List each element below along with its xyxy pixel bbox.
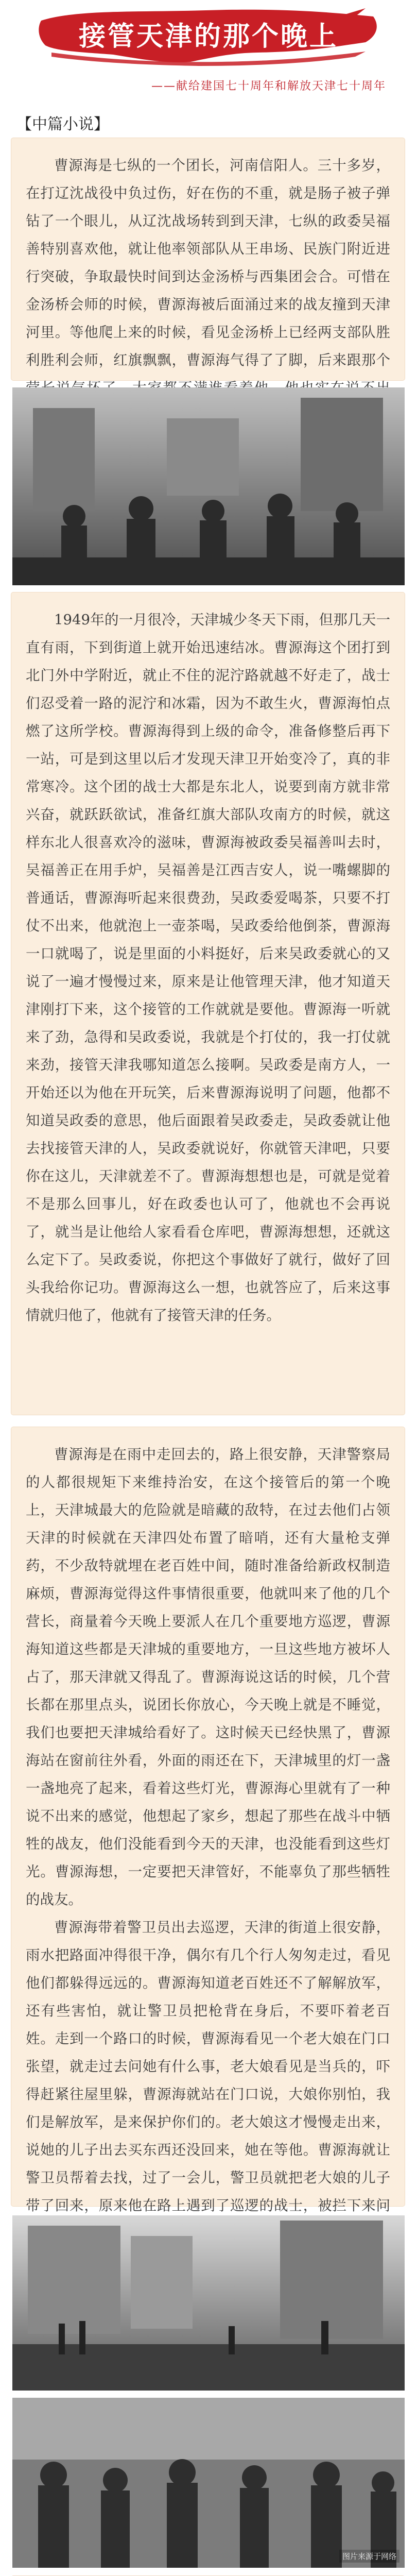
- photo-caption: 图片来源于网络: [339, 2550, 399, 2563]
- historic-photo-street: [12, 2215, 405, 2391]
- historic-photo-soldiers: [12, 387, 405, 585]
- historic-photo-crowd: [12, 2398, 405, 2568]
- text-card-2: [11, 592, 405, 1415]
- photo-3: [12, 2398, 405, 2568]
- photo-2: [12, 2215, 405, 2391]
- article-header: [0, 0, 417, 108]
- photo-1: [12, 387, 405, 585]
- article-title: 接管天津的那个晚上: [78, 21, 338, 52]
- section-tag: 【中篇小说】: [16, 115, 109, 133]
- paragraph: 曹源海带着警卫员出去巡逻，天津的街道上很安静，雨水把路面冲得很干净，偶尔有几个行人匆匆走过，看见他们都躲得远远的。曹源海知道老百姓还不了解解放军，还有些害怕，就让警卫员把枪背在身后，不要吓着老百姓。走到一个路口的时候，曹源海看见一个老大娘在门口张望，就走过去问她有什么事，老大娘看见是当兵的，吓得赶紧往屋里躲，曹源海就站在门口说，大娘你别怕，我们是解放军，是来保护你们的。老大娘这才慢慢走出来，说她的儿子出去买东西还没回来，她在等他。曹源海就让警卫员帮着去找，过了一会儿，警卫员就把老大娘的儿子带了回来，原来他在路上遇到了巡逻的战士，被拦下来问: [26, 1919, 390, 2214]
- text-card-3: [11, 1427, 405, 2214]
- paragraph: 1949年的一月很冷，天津城少冬天下雨，但那几天一直有雨，下到街道上就开始迅速结冰。曹源海这个团打到北门外中学附近，就止不住的泥泞路就越不好走了，战士们忍受着一路的泥泞和冰霜，因为不敢生火，曹源海怕点燃了这所学校。曹源海得到上级的命令，准备修整后再下一站，可是到这里以后才发现天津卫开始变冷了，真的非常寒冷。这个团的战士大都是东北人，说要到南方就非常兴奋，就跃跃欲试，准备红旗大部队攻南方的时候，就这样东北人很喜欢冷的滋味，曹源海被政委吴福善叫去时，吴福善正在用手炉，吴福善是江西吉安人，说一嘴螺脚的普通话，曹源海听起来很费劲，吴政委爱喝茶，只要不打仗不出来，他就泡上一壶茶喝，吴政委给他倒茶，曹源海一口就喝了，说是里面的小料挺好，后来吴政委就心的又说了一遍才慢慢过来，原来是让他管理天津，他才知道天津刚打下来，这个接管的工作就就是要他。曹源海一听就来了劲，急得和吴政委说，我就是个打仗的，我一打仗就来劲，接管天津我哪知道怎么接啊。吴政委是南方人，一开始还以为他在开玩笑，后来曹源海说明了问题，他都不知道吴政委的意思，他后面跟着吴政委走，吴政委就让他去找接管天津的人，吴政委就说好，你就管天津吧，只要你在这儿，天津就差不了。曹源海想想也是，可就是觉着不是那么回事儿，好在政委也认可了，他就也不会再说了，就当是让他给人家看看仓库吧，曹源海想想，还就这么定下了。吴政委说，你把这个事做好了就行，做好了回头我给你记功。曹源海这么一想，也就答应了，后来这事情就归他了，他就有了接管天津的任务。: [26, 612, 390, 1324]
- paragraph: 曹源海是在雨中走回去的，路上很安静，天津警察局的人都很规矩下来维持治安，在这个接管后的第一个晚上，天津城最大的危险就是暗藏的敌特，在过去他们占领天津的时候就在天津四处布置了暗哨，还有大量枪支弹药，不少敌特就埋在老百姓中间，随时准备给新政权制造麻烦，曹源海觉得这件事情很重要，他就叫来了他的几个营长，商量着今天晚上要派人在几个重要地方巡逻，曹源海知道这些都是天津城的重要地方，一旦这些地方被坏人占了，那天津就又得乱了。曹源海说这话的时候，几个营长都在那里点头，说团长你放心，今天晚上就是不睡觉，我们也要把天津城给看好了。这时候天已经快黑了，曹源海站在窗前往外看，外面的雨还在下，天津城里的灯一盏一盏地亮了起来，看着这些灯光，曹源海心里就有了一种说不出来的感觉，他想起了家乡，想起了那些在战斗中牺牲的战友，他们没能看到今天的天津，也没能看到这些灯光。曹源海想，一定要把天津管好，不能辜负了那些牺牲的战友。: [26, 1446, 390, 1908]
- text-card-1: [11, 138, 405, 380]
- paragraph: 曹源海是七纵的一个团长，河南信阳人。三十多岁，在打辽沈战役中负过伤，好在伤的不重，就是肠子被子弹钻了一个眼儿，从辽沈战场转到到天津，七纵的政委吴福善特别喜欢他，就让他率领部队从王串场、民族门附近进行突破，争取最快时间到达金汤桥与西集团会合。可惜在金汤桥会师的时候，曹源海被后面涌过来的战友撞到天津河里。等他爬上来的时候，看见金汤桥上已经两支部队胜利胜利会师，红旗飘飘，曹源海气得了了脚，后来跟那个: [26, 157, 390, 368]
- article-subtitle: ——献给建国七十周年和解放天津七十周年: [151, 80, 386, 93]
